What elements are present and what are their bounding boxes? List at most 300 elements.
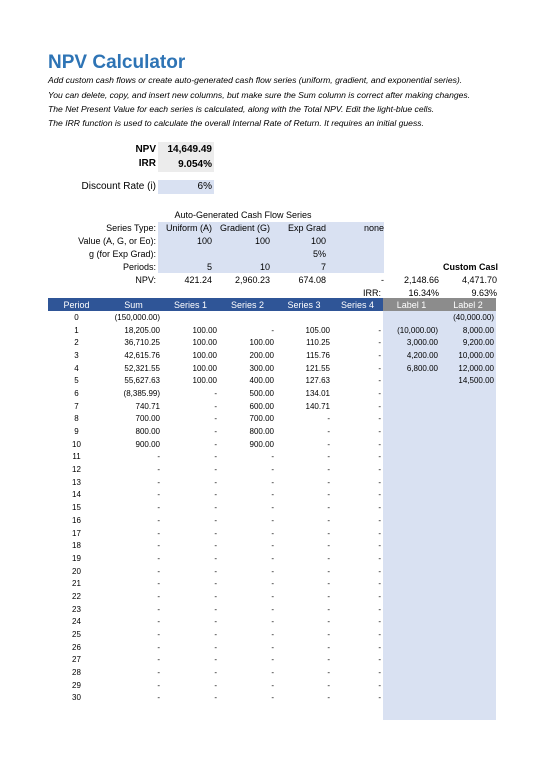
value-cell: -	[378, 604, 381, 614]
value-cell: -	[327, 642, 330, 652]
value-cell[interactable]: 12,000.00	[458, 363, 494, 373]
value-cell: -	[327, 693, 330, 703]
value-cell	[276, 311, 332, 324]
value-cell: -	[157, 642, 160, 652]
value-cell[interactable]	[440, 641, 496, 654]
value-cell[interactable]	[440, 539, 496, 552]
value-cell[interactable]: 9,200.00	[462, 338, 494, 348]
auto-series-cell[interactable]	[216, 248, 270, 260]
column-header: Series 3	[276, 298, 332, 311]
period-cell: 7	[74, 401, 79, 411]
value-cell[interactable]	[383, 666, 440, 679]
period-cell: 25	[72, 630, 81, 640]
value-cell: -	[214, 591, 217, 601]
value-cell: -	[157, 515, 160, 525]
value-cell: -	[378, 338, 381, 348]
value-cell[interactable]: 14,500.00	[458, 376, 494, 386]
auto-series-cell: -	[381, 275, 384, 285]
value-cell: 140.71	[305, 401, 330, 411]
value-cell: -	[378, 579, 381, 589]
table-row	[48, 590, 496, 603]
value-cell: -	[157, 579, 160, 589]
value-cell: 18,205.00	[124, 325, 160, 335]
period-cell: 3	[74, 350, 79, 360]
value-cell: -	[214, 427, 217, 437]
value-cell: -	[271, 566, 274, 576]
npv-label: NPV	[135, 144, 156, 155]
auto-series-cell[interactable]: 100	[196, 236, 212, 246]
value-cell: -	[214, 630, 217, 640]
value-cell: -	[214, 668, 217, 678]
value-cell[interactable]	[440, 679, 496, 692]
value-cell[interactable]	[383, 679, 440, 692]
custom-irr-label-2: 9.63%	[471, 288, 497, 298]
discount-rate-label: Discount Rate (i)	[81, 181, 156, 192]
period-cell: 24	[72, 617, 81, 627]
value-cell: 400.00	[249, 376, 274, 386]
value-cell: -	[271, 553, 274, 563]
period-cell: 29	[72, 680, 81, 690]
value-cell: 600.00	[249, 401, 274, 411]
value-cell: -	[271, 528, 274, 538]
table-row	[48, 311, 496, 324]
value-cell[interactable]	[440, 476, 496, 489]
table-row	[48, 489, 496, 502]
value-cell: -	[271, 465, 274, 475]
value-cell[interactable]	[383, 692, 440, 705]
value-cell: -	[327, 490, 330, 500]
period-cell: 19	[72, 553, 81, 563]
value-cell[interactable]	[383, 425, 440, 438]
auto-series-heading: Auto-Generated Cash Flow Series	[174, 210, 312, 220]
value-cell: -	[214, 414, 217, 424]
value-cell: -	[327, 655, 330, 665]
value-cell: -	[214, 553, 217, 563]
description-line: The Net Present Value for each series is calculated, along with the Total NPV. Edit the light-blue cells.	[48, 104, 435, 114]
value-cell: -	[157, 503, 160, 513]
value-cell[interactable]	[383, 387, 440, 400]
table-row	[48, 324, 496, 337]
value-cell: 700.00	[249, 414, 274, 424]
value-cell: -	[271, 579, 274, 589]
value-cell: -	[157, 566, 160, 576]
table-row	[48, 565, 496, 578]
value-cell: -	[271, 452, 274, 462]
auto-series-row-label: NPV:	[135, 275, 156, 285]
value-cell: -	[271, 604, 274, 614]
period-cell: 6	[74, 388, 79, 398]
table-row	[48, 400, 496, 413]
auto-series-cell: 674.08	[298, 275, 326, 285]
value-cell: -	[327, 528, 330, 538]
value-cell: -	[271, 668, 274, 678]
auto-series-row-label: Value (A, G, or Eo):	[78, 236, 156, 246]
column-header: Period	[48, 298, 105, 311]
value-cell: -	[378, 376, 381, 386]
value-cell: -	[378, 503, 381, 513]
table-row	[48, 387, 496, 400]
value-cell: -	[378, 465, 381, 475]
value-cell: -	[378, 363, 381, 373]
period-cell: 26	[72, 642, 81, 652]
value-cell: -	[378, 439, 381, 449]
period-cell: 12	[72, 465, 81, 475]
value-cell: 800.00	[135, 427, 160, 437]
auto-series-cell[interactable]: Gradient (G)	[219, 223, 270, 233]
custom-irr-label: IRR:	[363, 288, 381, 298]
value-cell: -	[157, 630, 160, 640]
table-row	[48, 552, 496, 565]
period-cell: 14	[72, 490, 81, 500]
value-cell[interactable]	[440, 527, 496, 540]
period-cell: 0	[74, 312, 79, 322]
value-cell[interactable]	[383, 451, 440, 464]
table-row	[48, 476, 496, 489]
value-cell: 900.00	[249, 439, 274, 449]
value-cell: -	[157, 591, 160, 601]
value-cell: -	[214, 490, 217, 500]
value-cell: -	[378, 591, 381, 601]
value-cell: -	[214, 680, 217, 690]
value-cell[interactable]	[440, 501, 496, 514]
value-cell[interactable]	[440, 692, 496, 705]
value-cell[interactable]: (40,000.00)	[453, 312, 494, 322]
value-cell: 500.00	[249, 388, 274, 398]
value-cell: 42,615.76	[124, 350, 160, 360]
period-cell: 13	[72, 477, 81, 487]
value-cell: -	[214, 515, 217, 525]
value-cell: -	[157, 490, 160, 500]
value-cell: -	[271, 617, 274, 627]
value-cell: -	[327, 439, 330, 449]
value-cell: -	[157, 541, 160, 551]
auto-series-row-label: g (for Exp Grad):	[88, 249, 156, 259]
value-cell: -	[214, 503, 217, 513]
value-cell[interactable]	[440, 552, 496, 565]
table-row	[48, 641, 496, 654]
value-cell: -	[157, 465, 160, 475]
value-cell[interactable]: 6,800.00	[406, 363, 438, 373]
value-cell: -	[214, 579, 217, 589]
discount-rate-input[interactable]: 6%	[158, 180, 214, 194]
value-cell[interactable]	[440, 666, 496, 679]
value-cell: -	[327, 477, 330, 487]
value-cell[interactable]	[440, 438, 496, 451]
value-cell[interactable]	[383, 489, 440, 502]
value-cell: -	[378, 642, 381, 652]
table-row	[48, 692, 496, 705]
value-cell: -	[214, 566, 217, 576]
irr-value: 9.054%	[158, 157, 214, 172]
table-row	[48, 514, 496, 527]
column-header: Sum	[105, 298, 162, 311]
value-cell[interactable]	[383, 527, 440, 540]
irr-label: IRR	[138, 158, 156, 169]
custom-cash-heading: Custom Casl	[442, 262, 498, 272]
value-cell: -	[327, 465, 330, 475]
period-cell: 21	[72, 579, 81, 589]
table-row	[48, 362, 496, 375]
value-cell: -	[378, 668, 381, 678]
value-cell: 115.76	[306, 350, 330, 360]
table-row	[48, 374, 496, 387]
value-cell[interactable]	[440, 463, 496, 476]
column-header: Series 4	[332, 298, 383, 311]
period-cell: 22	[72, 591, 81, 601]
value-cell[interactable]: (10,000.00)	[397, 325, 438, 335]
value-cell[interactable]: 3,000.00	[406, 338, 438, 348]
auto-series-row-label: Periods:	[122, 262, 156, 272]
period-cell: 23	[72, 604, 81, 614]
value-cell: 900.00	[135, 439, 160, 449]
auto-series-cell[interactable]	[158, 248, 212, 260]
description-line: Add custom cash flows or create auto-generated cash flow series (uniform, gradient, and exponential series).	[48, 75, 463, 85]
auto-series-cell[interactable]: 7	[320, 262, 326, 272]
table-row	[48, 679, 496, 692]
column-header: Series 1	[162, 298, 219, 311]
value-cell[interactable]	[383, 590, 440, 603]
value-cell: -	[157, 617, 160, 627]
auto-series-cell[interactable]: 5	[206, 262, 212, 272]
value-cell: -	[271, 693, 274, 703]
value-cell: -	[214, 439, 217, 449]
value-cell[interactable]	[440, 425, 496, 438]
period-cell: 27	[72, 655, 81, 665]
value-cell: -	[214, 541, 217, 551]
value-cell[interactable]	[383, 539, 440, 552]
auto-series-cell[interactable]: Exp Grad	[287, 223, 326, 233]
value-cell: 105.00	[305, 325, 330, 335]
value-cell: -	[378, 515, 381, 525]
auto-series-row-label: Series Type:	[106, 223, 156, 233]
value-cell: -	[157, 553, 160, 563]
value-cell: -	[327, 630, 330, 640]
period-cell: 28	[72, 668, 81, 678]
value-cell[interactable]: 8,000.00	[462, 325, 494, 335]
auto-series-cell[interactable]: none	[363, 223, 384, 233]
auto-series-cell: 2,960.23	[234, 275, 270, 285]
value-cell[interactable]	[440, 451, 496, 464]
value-cell[interactable]: 4,200.00	[406, 350, 438, 360]
value-cell[interactable]	[383, 603, 440, 616]
value-cell	[332, 311, 383, 324]
value-cell: 100.00	[249, 338, 274, 348]
value-cell[interactable]	[383, 501, 440, 514]
value-cell: -	[327, 668, 330, 678]
table-row	[48, 463, 496, 476]
period-cell: 10	[72, 439, 81, 449]
value-cell: -	[378, 477, 381, 487]
value-cell: -	[214, 693, 217, 703]
value-cell[interactable]	[383, 374, 440, 387]
value-cell: -	[378, 680, 381, 690]
value-cell[interactable]	[383, 641, 440, 654]
value-cell[interactable]	[383, 616, 440, 629]
value-cell: -	[214, 388, 217, 398]
value-cell[interactable]	[440, 514, 496, 527]
auto-series-cell[interactable]: 100	[310, 236, 326, 246]
value-cell: (8,385.99)	[123, 388, 160, 398]
value-cell[interactable]	[383, 400, 440, 413]
value-cell[interactable]	[383, 552, 440, 565]
value-cell[interactable]	[440, 565, 496, 578]
auto-series-cell[interactable]: 10	[259, 262, 270, 272]
value-cell: -	[157, 604, 160, 614]
value-cell: -	[327, 503, 330, 513]
auto-series-cell[interactable]: 5%	[312, 249, 326, 259]
value-cell: -	[378, 490, 381, 500]
value-cell: -	[214, 617, 217, 627]
value-cell[interactable]	[383, 577, 440, 590]
value-cell[interactable]	[383, 476, 440, 489]
value-cell: -	[271, 655, 274, 665]
value-cell[interactable]	[383, 463, 440, 476]
value-cell[interactable]	[440, 577, 496, 590]
value-cell: -	[327, 414, 330, 424]
value-cell: -	[271, 630, 274, 640]
value-cell: -	[378, 541, 381, 551]
page-title: NPV Calculator	[48, 52, 186, 73]
value-cell[interactable]	[383, 654, 440, 667]
period-cell: 30	[72, 693, 81, 703]
value-cell[interactable]	[440, 489, 496, 502]
description-line: The IRR function is used to calculate the overall Internal Rate of Return. It requires an initial guess.	[48, 118, 424, 128]
value-cell[interactable]	[383, 438, 440, 451]
value-cell: -	[327, 515, 330, 525]
table-row	[48, 451, 496, 464]
period-cell: 18	[72, 541, 81, 551]
value-cell: 36,710.25	[124, 338, 160, 348]
value-cell: 100.00	[192, 338, 217, 348]
period-cell: 9	[74, 427, 79, 437]
value-cell: 800.00	[249, 427, 274, 437]
table-row	[48, 527, 496, 540]
value-cell[interactable]	[440, 387, 496, 400]
value-cell: -	[214, 401, 217, 411]
value-cell: -	[378, 325, 381, 335]
column-header: Label 2	[440, 298, 496, 311]
auto-series-cell[interactable]	[330, 235, 384, 247]
value-cell: 300.00	[249, 363, 274, 373]
value-cell: -	[378, 693, 381, 703]
table-row	[48, 349, 496, 362]
value-cell: -	[214, 655, 217, 665]
table-row	[48, 425, 496, 438]
value-cell: -	[378, 553, 381, 563]
period-cell: 8	[74, 414, 79, 424]
value-cell: -	[214, 642, 217, 652]
value-cell	[162, 311, 219, 324]
value-cell: 200.00	[249, 350, 274, 360]
value-cell: -	[378, 630, 381, 640]
value-cell: -	[378, 388, 381, 398]
value-cell: -	[327, 553, 330, 563]
value-cell: -	[378, 528, 381, 538]
value-cell[interactable]	[383, 413, 440, 426]
value-cell[interactable]	[440, 654, 496, 667]
value-cell[interactable]	[440, 590, 496, 603]
value-cell: -	[327, 566, 330, 576]
auto-series-cell[interactable]: Uniform (A)	[165, 223, 212, 233]
value-cell[interactable]	[440, 400, 496, 413]
table-header-row	[48, 298, 496, 311]
value-cell: -	[157, 528, 160, 538]
value-cell: -	[214, 477, 217, 487]
custom-npv-label-1: 2,148.66	[403, 275, 439, 285]
value-cell: -	[327, 604, 330, 614]
value-cell: -	[157, 452, 160, 462]
value-cell: -	[271, 541, 274, 551]
auto-series-cell: 421.24	[184, 275, 212, 285]
value-cell: -	[378, 452, 381, 462]
value-cell: -	[157, 668, 160, 678]
value-cell: 134.01	[305, 388, 330, 398]
value-cell[interactable]	[383, 565, 440, 578]
period-cell: 4	[74, 363, 79, 373]
value-cell: -	[271, 325, 274, 335]
auto-series-cell[interactable]	[330, 248, 384, 260]
period-cell: 2	[74, 338, 79, 348]
table-row	[48, 501, 496, 514]
table-row	[48, 654, 496, 667]
value-cell: -	[378, 427, 381, 437]
table-row	[48, 616, 496, 629]
period-cell: 5	[74, 376, 79, 386]
value-cell[interactable]	[383, 311, 440, 324]
value-cell: -	[327, 541, 330, 551]
value-cell[interactable]	[440, 603, 496, 616]
period-cell: 20	[72, 566, 81, 576]
table-row	[48, 628, 496, 641]
cash-flow-table	[48, 298, 496, 704]
value-cell[interactable]	[440, 413, 496, 426]
value-cell: -	[271, 490, 274, 500]
value-cell: -	[378, 655, 381, 665]
value-cell: 740.71	[135, 401, 160, 411]
value-cell: 127.63	[305, 376, 330, 386]
value-cell: 100.00	[192, 363, 217, 373]
value-cell: -	[327, 591, 330, 601]
column-header: Series 2	[219, 298, 276, 311]
value-cell	[219, 311, 276, 324]
value-cell[interactable]	[440, 628, 496, 641]
table-row	[48, 539, 496, 552]
value-cell: 100.00	[192, 325, 217, 335]
table-row	[48, 438, 496, 451]
auto-series-cell[interactable]: 100	[254, 236, 270, 246]
value-cell: -	[157, 680, 160, 690]
value-cell[interactable]: 10,000.00	[458, 350, 494, 360]
value-cell: 700.00	[135, 414, 160, 424]
value-cell: -	[327, 617, 330, 627]
custom-irr-label-1: 16.34%	[408, 288, 439, 298]
value-cell[interactable]	[383, 514, 440, 527]
npv-value: 14,649.49	[158, 142, 214, 157]
table-row	[48, 577, 496, 590]
value-cell: -	[378, 617, 381, 627]
period-cell: 17	[72, 528, 81, 538]
auto-series-cell[interactable]	[330, 261, 384, 273]
value-cell[interactable]	[383, 628, 440, 641]
value-cell: -	[378, 414, 381, 424]
value-cell: -	[327, 427, 330, 437]
value-cell: -	[271, 642, 274, 652]
period-cell: 1	[74, 325, 79, 335]
value-cell: 52,321.55	[124, 363, 160, 373]
value-cell: 100.00	[192, 376, 217, 386]
value-cell[interactable]	[440, 616, 496, 629]
table-row	[48, 413, 496, 426]
